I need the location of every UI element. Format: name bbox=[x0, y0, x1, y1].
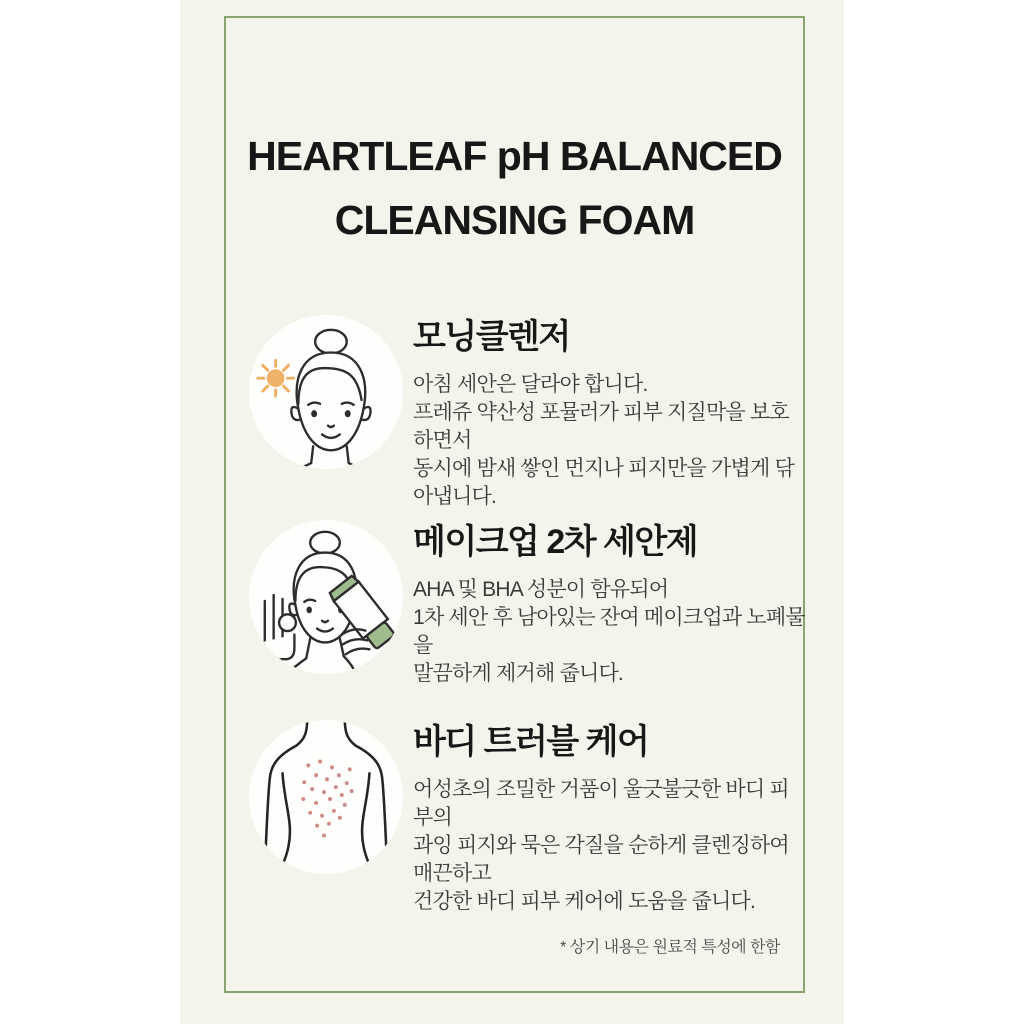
feature-line: 프레쥬 약산성 포뮬러가 피부 지질막을 보호하면서 bbox=[413, 401, 789, 452]
feature-text-body bbox=[413, 722, 807, 916]
feature-makeup-cleanser bbox=[242, 518, 807, 683]
product-title bbox=[224, 124, 805, 252]
makeup-face-tube-icon bbox=[247, 518, 405, 676]
feature-line: 과잉 피지와 묵은 각질을 순하게 클렌징하여 매끈하고 bbox=[413, 834, 789, 885]
feature-morning-cleanser bbox=[242, 313, 807, 508]
morning-face-sun-icon bbox=[247, 313, 405, 471]
feature-line: 아침 세안은 달라야 합니다. bbox=[413, 373, 648, 396]
footnote: * 상기 내용은 원료적 특성에 한함 bbox=[560, 939, 780, 956]
feature-line: 건강한 바디 피부 케어에 도움을 줍니다. bbox=[413, 890, 755, 913]
feature-line: 말끔하게 제거해 줍니다. bbox=[413, 662, 623, 685]
feature-heading: 메이크업 2차 세안제 bbox=[413, 523, 698, 561]
feature-body-trouble-care bbox=[242, 718, 807, 913]
product-title-line2: CLEANSING FOAM bbox=[334, 197, 695, 243]
feature-line: AHA 및 BHA 성분이 함유되어 bbox=[413, 578, 669, 601]
feature-line: 동시에 밤새 쌓인 먼지나 피지만을 가볍게 닦아냅니다. bbox=[413, 457, 794, 508]
feature-heading: 바디 트러블 케어 bbox=[413, 723, 649, 761]
product-title-line1: HEARTLEAF pH BALANCED bbox=[247, 133, 782, 179]
feature-heading: 모닝클렌저 bbox=[413, 318, 570, 356]
body-back-trouble-icon bbox=[247, 718, 405, 876]
feature-text-makeup bbox=[413, 522, 807, 688]
feature-line: 1차 세안 후 남아있는 잔여 메이크업과 노폐물을 bbox=[413, 606, 805, 657]
feature-text-morning bbox=[413, 317, 807, 511]
feature-line: 어성초의 조밀한 거품이 울긋불긋한 바디 피부의 bbox=[413, 778, 789, 829]
